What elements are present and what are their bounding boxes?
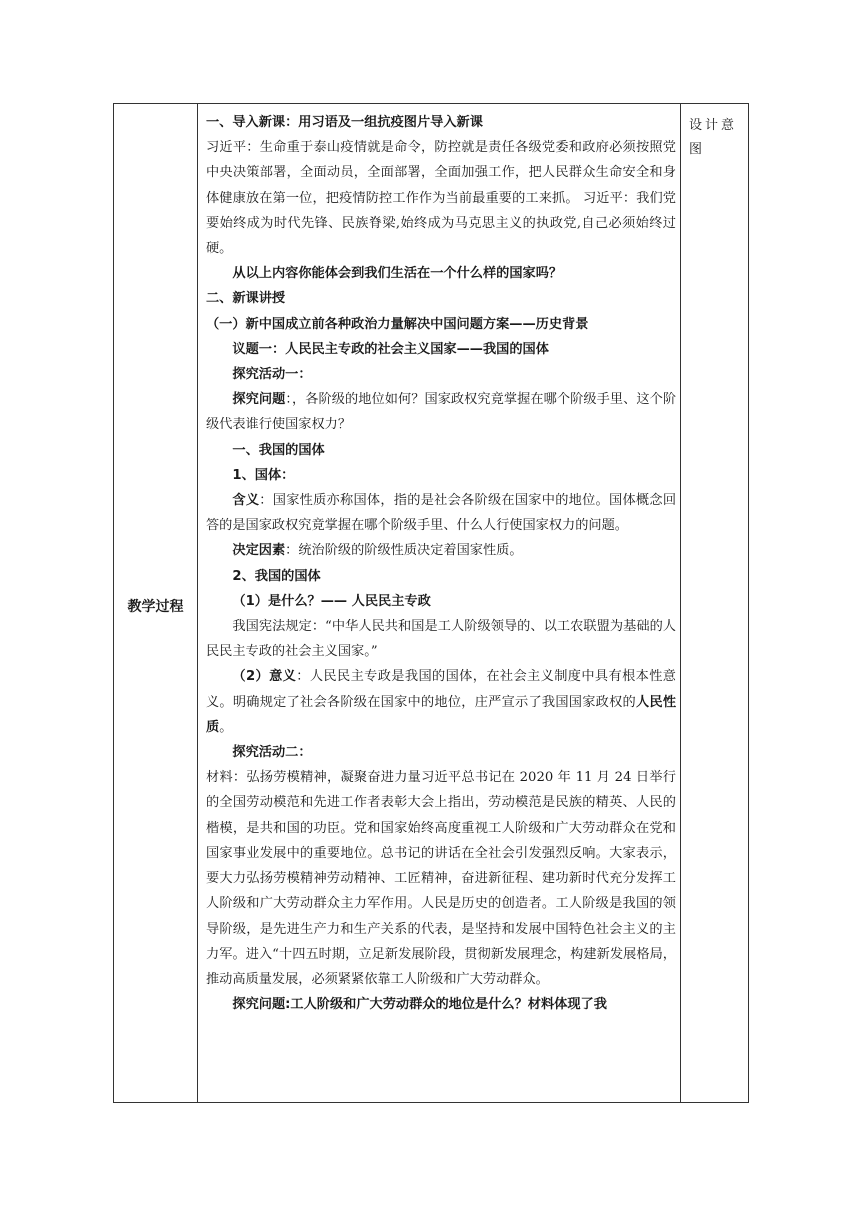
heading-new-lesson: 二、新课讲授 <box>206 291 286 307</box>
material-paragraph: 材料：弘扬劳模精神，凝聚奋进力量习近平总书记在 2020 年 11 月 24 日举行的全国劳动模范和先进工作者表彰大会上指出，劳动模范是民族的精英、人民的楷模，是共和国的功臣。党和国家始终高度重视工人阶级和广大劳动群众在党和国家事业发展中的重要地位。总书记的讲话在全社会引发强烈反响。大家表示，要大力弘扬劳模精神劳动精神、工匠精神，奋进新征程、建功新时代充分发挥工人阶级和广大劳动群众主力军作用。人民是历史的创造者。工人阶级是我国的领导阶级，是先进生产力和生产关系的代表，是坚持和发展中国特色社会主义的主力军。进入“十四五时期，立足新发展阶段，贯彻新发展理念，构建新发展格局，推动高质量发展，必须紧紧依靠工人阶级和广大劳动群众。 <box>206 770 676 987</box>
guiding-question: 从以上内容你能体会到我们生活在一个什么样的国家吗？ <box>232 266 563 282</box>
deciding-factor-paragraph <box>206 538 676 563</box>
significance-paragraph <box>206 664 676 740</box>
heading-history-background: （一）新中国成立前各种政治力量解决中国问题方案——历史背景 <box>206 316 589 332</box>
topic-one: 议题一：人民民主专政的社会主义国家——我国的国体 <box>232 341 549 357</box>
definition-paragraph <box>206 488 676 538</box>
definition-text: ：国家性质亦称国体，指的是社会各阶级在国家中的地位。国体概念回答的是国家政权究竟掌握在哪个阶级手里、什么人行使国家权力的问题。 <box>206 493 677 534</box>
activity-one: 探究活动一： <box>232 367 312 383</box>
section-label-cell <box>114 104 198 1102</box>
heading-our-guoti: 2、我国的国体 <box>232 568 321 584</box>
significance-text: ：人民民主专政是我国的国体，在社会主义制度中具有根本性意义。明确规定了社会各阶级在国家中的地位，庄严宣示了我国国家政权的 <box>206 669 676 710</box>
significance-end: 。 <box>219 719 233 735</box>
question-one <box>206 387 676 437</box>
quote-paragraph: 习近平：生命重于泰山疫情就是命令，防控就是责任各级党委和政府必须按照党中央决策部署，全面动员，全面部署，全面加强工作，把人民群众生命安全和身体健康放在第一位，把疫情防控工作作为当前最重要的工来抓。 习近平：我们党要始终成为时代先锋、民族脊梁,始终成为马克思主义的执政党,自己必须始终过硬。 <box>206 140 676 257</box>
constitution-paragraph: 我国宪法规定：“中华人民共和国是工人阶级领导的、以工农联盟为基础的人民民主专政的社会主义国家。” <box>206 619 676 660</box>
question-one-text: ：，各阶级的地位如何？国家政权究竟掌握在哪个阶级手里、这个阶级代表谁行使国家权力？ <box>206 392 677 433</box>
design-intent-cell <box>680 104 748 1102</box>
deciding-factor-text: ：统治阶级的阶级性质决定着国家性质。 <box>285 543 523 559</box>
definition-label: 含义 <box>232 493 260 509</box>
design-intent-label: 设计意图 <box>689 118 738 157</box>
deciding-factor-label: 决定因素 <box>232 543 286 559</box>
heading-national-system: 一、我国的国体 <box>232 442 325 458</box>
heading-intro: 一、导入新课：用习语及一组抗疫图片导入新课 <box>206 115 483 130</box>
section-label: 教学过程 <box>127 599 184 615</box>
question-one-label: 探究问题 <box>232 392 286 408</box>
activity-two: 探究活动二： <box>232 745 312 761</box>
question-two: 探究问题:工人阶级和广大劳动群众的地位是什么？材料体现了我 <box>232 997 607 1013</box>
lesson-table <box>113 103 749 1103</box>
significance-label: （2）意义 <box>232 669 297 685</box>
heading-guoti: 1、国体： <box>232 467 295 483</box>
lesson-content <box>206 110 676 1017</box>
significance-emphasis: 人民性质 <box>206 694 677 735</box>
what-is-it: （1）是什么？—— 人民民主专政 <box>232 593 431 609</box>
